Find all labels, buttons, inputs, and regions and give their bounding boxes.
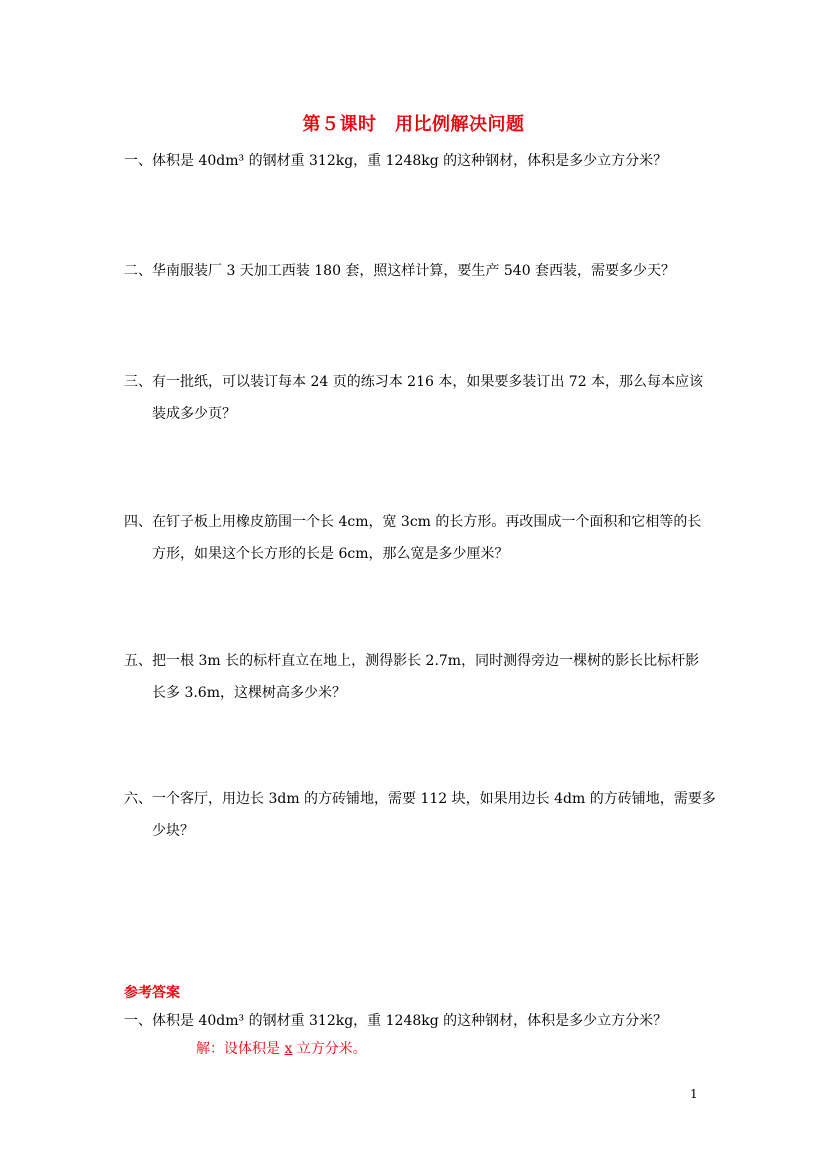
question-line: 一、体积是 40dm³ 的钢材重 312kg，重 1248kg 的这种钢材，体积是多少立方分米？ [124, 153, 668, 169]
question-line: 少块？ [152, 823, 194, 839]
page-title: 第５课时 用比例解决问题 [302, 114, 525, 135]
solution-suffix: 立方分米。 [292, 1041, 367, 1057]
question-line: 三、有一批纸，可以装订每本 24 页的练习本 216 本，如果要多装订出 72 本，那么每本应该 [124, 374, 704, 390]
answer-question-1: 一、体积是 40dm³ 的钢材重 312kg，重 1248kg 的这种钢材，体积是多少立方分米？ [124, 1013, 668, 1029]
question-3 [124, 366, 704, 430]
answers-heading: 参考答案 [124, 985, 180, 1001]
question-4 [124, 506, 704, 570]
question-line: 二、华南服装厂 3 天加工西装 180 套，照这样计算，要生产 540 套西装，需要多少天？ [124, 263, 676, 279]
question-line: 五、把一根 3m 长的标杆直立在地上，测得影长 2.7m，同时测得旁边一棵树的影长比标杆影 [124, 653, 700, 669]
question-line: 装成多少页？ [152, 406, 236, 422]
question-5 [124, 645, 704, 709]
question-line: 六、一个客厅，用边长 3dm 的方砖铺地，需要 112 块，如果用边长 4dm 的方砖铺地，需要多 [124, 791, 716, 807]
page-number: 1 [690, 1087, 698, 1101]
question-line: 四、在钉子板上用橡皮筋围一个长 4cm，宽 3cm 的长方形。再改围成一个面积和它相等的长 [124, 514, 702, 530]
question-2 [124, 255, 704, 287]
answer-solution [196, 1036, 367, 1062]
question-line: 方形，如果这个长方形的长是 6cm，那么宽是多少厘米？ [152, 546, 509, 562]
question-line: 长多 3.6m，这棵树高多少米？ [152, 685, 346, 701]
question-6 [124, 783, 716, 847]
solution-prefix: 解：设体积是 [196, 1041, 285, 1057]
question-1 [124, 145, 704, 177]
solution-variable: x [284, 1041, 293, 1057]
